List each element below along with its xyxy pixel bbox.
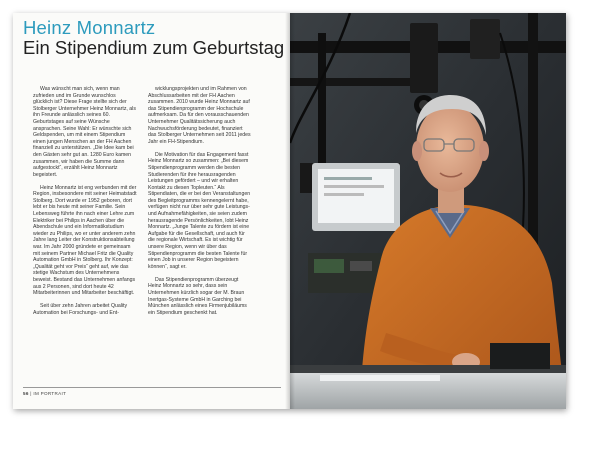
paragraph: Das Stipendienprogramm überzeugt Heinz Monnartz so sehr, dass sein Unternehmen kürzlich sogar der M. Braun Inertgas-Systeme GmbH in Garching bei München anlässlich eines Firmenjubiläums ein Stipendium geschenkt hat. [148, 276, 247, 316]
paragraph: Seit über zehn Jahren arbeitet Quality Automation bei Forschungs- und Ent- [33, 303, 128, 316]
page-footer [23, 391, 66, 396]
paragraph: Heinz Monnartz ist eng verbunden mit der Region, insbesondere mit seiner Heimatstadt Stolberg. Dort wurde er 1952 geboren, dort lebt er bis heute mit seiner Familie. Sein Lebensweg führte ihn nach einer Lehre zum Elektriker bei Philips in Aachen über die Abendschule und ein Informatikstudium wieder zu Philips, wo er unter anderem zehn Jahre lang Leiter der Konstruktionsabteilung war. Im Jahr 2000 gründete er gemeinsam mit seinem Partner Michael Fritz die Quality Automation GmbH in Stolberg. Ihr Konzept: „Qualität geht vor Preis“ geht auf, wie das stetige Wachstum des Unternehmens beweist. Bestand das Unternehmen anfangs aus 2 Personen, sind dort heute 42 Mitarbeiterinnen und Mitarbeiter beschäftigt. [33, 184, 137, 297]
paragraph: wicklungsprojekten und im Rahmen von Abschlussarbeiten mit der FH Aachen zusammen. 2010 wurde Heinz Monnartz auf das Stipendienprogramm der Hochschule aufmerksam. Da für den vorausschauenden Unternehmer Qualitätssicherung auch Nachwuchsförderung bedeutet, finanziert das Stolberger Unternehmen seit 2011 jedes Jahr ein FH-Stipendium. [148, 86, 251, 145]
paragraph: Die Motivation für das Engagement fasst Heinz Monnartz so zusammen: „Bei diesem Stipendienprogramm werden die besten Studierenden für ihre herausragenden Leistungen gefördert – und wir erhalten Kontakt zu diesen Topleuten.“ Als Stipendiaten, die er bei den Veranstaltungen des Begleitprogramms kennengelernt habe, verfügen nicht nur über sehr gute Leistungs- und Aufnahmefähigkeiten, sie seien zudem herausragende Persönlichkeiten, lobt Heinz Monnartz. „Junge Talente zu fördern ist eine Aufgabe für die Gesellschaft, und auch für die regionale Wirtschaft. Es ist wichtig für unsere Region, wenn wir über das Stipendienprogramm die besten Talente für einen Job in unserer Region begeistern können“, sagt er. [148, 151, 251, 270]
left-page [13, 13, 290, 409]
page-number: 56 [23, 391, 29, 396]
portrait-photo [290, 13, 566, 409]
article-headline: Ein Stipendium zum Geburtstag [23, 37, 285, 58]
text-column-2 [148, 86, 252, 323]
page-gutter [285, 13, 295, 409]
magazine-spread [13, 13, 566, 409]
article-person-name: Heinz Monnartz [23, 17, 156, 38]
section-label: | IM PORTRAIT [28, 391, 67, 396]
text-column-1 [33, 86, 137, 323]
paragraph: Was wünscht man sich, wenn man zufrieden und im Grunde wunschlos glücklich ist? Diese Frage stellte sich der Stolberger Unternehmer Heinz Monnartz, als ihn Freunde anlässlich seines 60. Geburtstages auf seine Wünsche ansprachen. Seine Wahl: Er wünschte sich Geldspenden, um mit einem Stipendium einen jungen Menschen an der FH Aachen finanziell zu unterstützen. „Die Idee kam bei den Gästen sehr gut an. 1280 Euro kamen zusammen, wir haben die Summe dann aufgestockt“, erzählt Heinz Monnartz begeistert. [33, 86, 136, 178]
footer-divider [23, 387, 281, 388]
right-page-photo [290, 13, 566, 409]
monitor [312, 163, 400, 231]
